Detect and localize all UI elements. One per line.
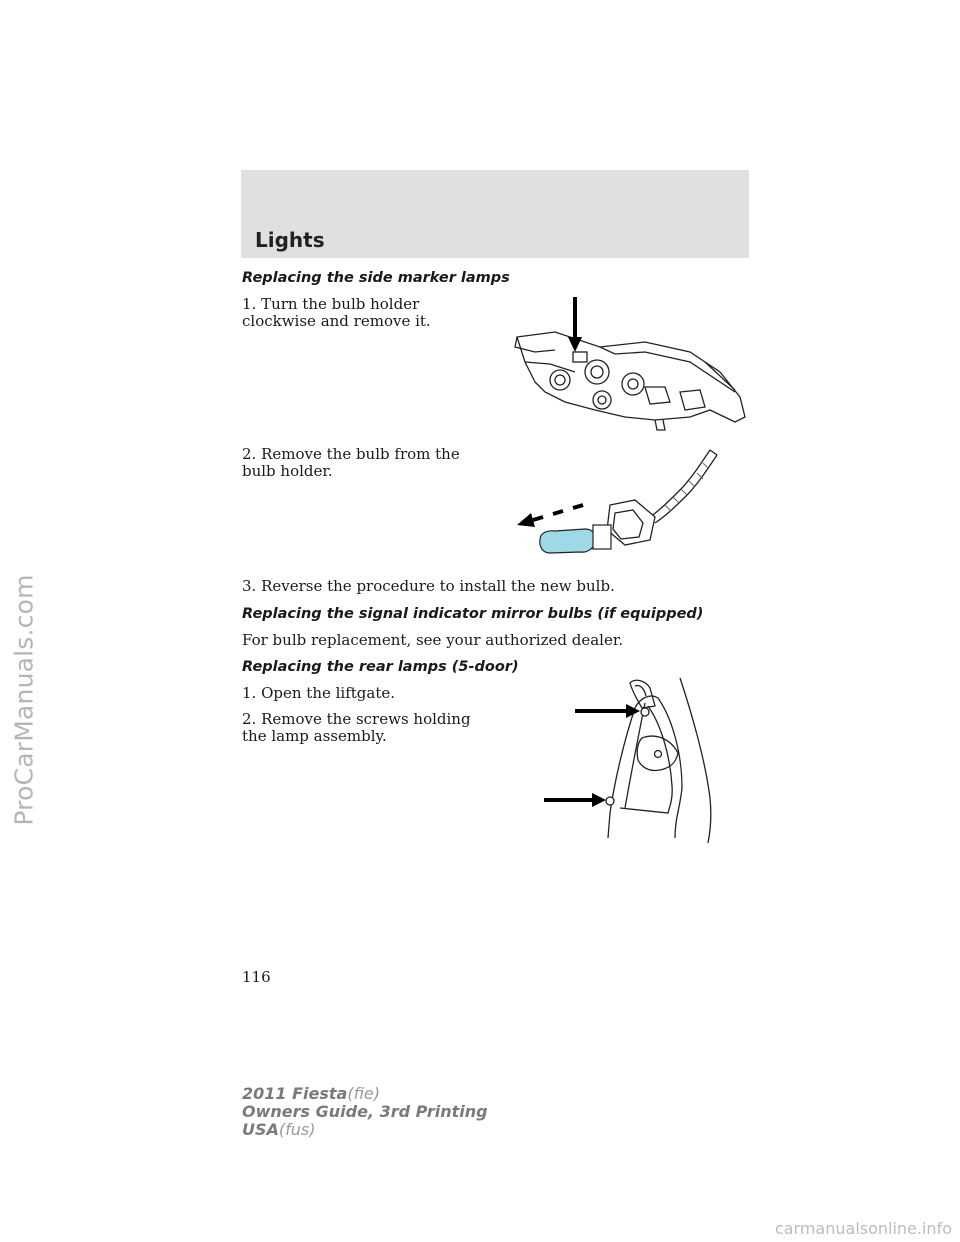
step-side-marker-2: 2. Remove the bulb from the bulb holder. — [242, 445, 460, 480]
section-title: Lights — [255, 228, 325, 252]
watermark-left-text: ProCarManuals.com — [9, 574, 39, 826]
footer-market-code: (fus) — [278, 1120, 316, 1139]
step-side-marker-1: 1. Turn the bulb holder clockwise and remove it. — [242, 295, 431, 330]
section-header-band — [241, 170, 749, 258]
footer-market-line — [242, 1121, 488, 1139]
footer-model-line — [242, 1085, 488, 1103]
bulb-holder-illustration — [515, 445, 725, 565]
heading-rear-lamps: Replacing the rear lamps (5-door) — [242, 659, 519, 675]
step-rear-lamps-1: 1. Open the liftgate. — [242, 684, 396, 702]
step-rear-lamps-2: 2. Remove the screws holding the lamp assembly. — [242, 710, 471, 745]
heading-side-marker: Replacing the side marker lamps — [242, 270, 510, 286]
watermark-bottom: carmanualsonline.info — [774, 1219, 952, 1238]
page-number: 116 — [242, 968, 271, 986]
heading-mirror-bulbs: Replacing the signal indicator mirror bulbs (if equipped) — [242, 606, 704, 622]
footer-guide: Owners Guide, 3rd Printing — [242, 1102, 488, 1121]
rear-lamp-illustration — [540, 668, 720, 848]
footer-market: USA — [242, 1120, 279, 1139]
step-side-marker-3: 3. Reverse the procedure to install the new bulb. — [242, 577, 615, 595]
document-footer — [242, 1085, 488, 1139]
headlamp-assembly-illustration — [505, 292, 750, 437]
text-mirror-bulbs: For bulb replacement, see your authorized dealer. — [242, 631, 624, 649]
footer-model-code: (fie) — [347, 1084, 381, 1103]
watermark-left — [4, 420, 44, 980]
footer-model: 2011 Fiesta — [242, 1084, 348, 1103]
